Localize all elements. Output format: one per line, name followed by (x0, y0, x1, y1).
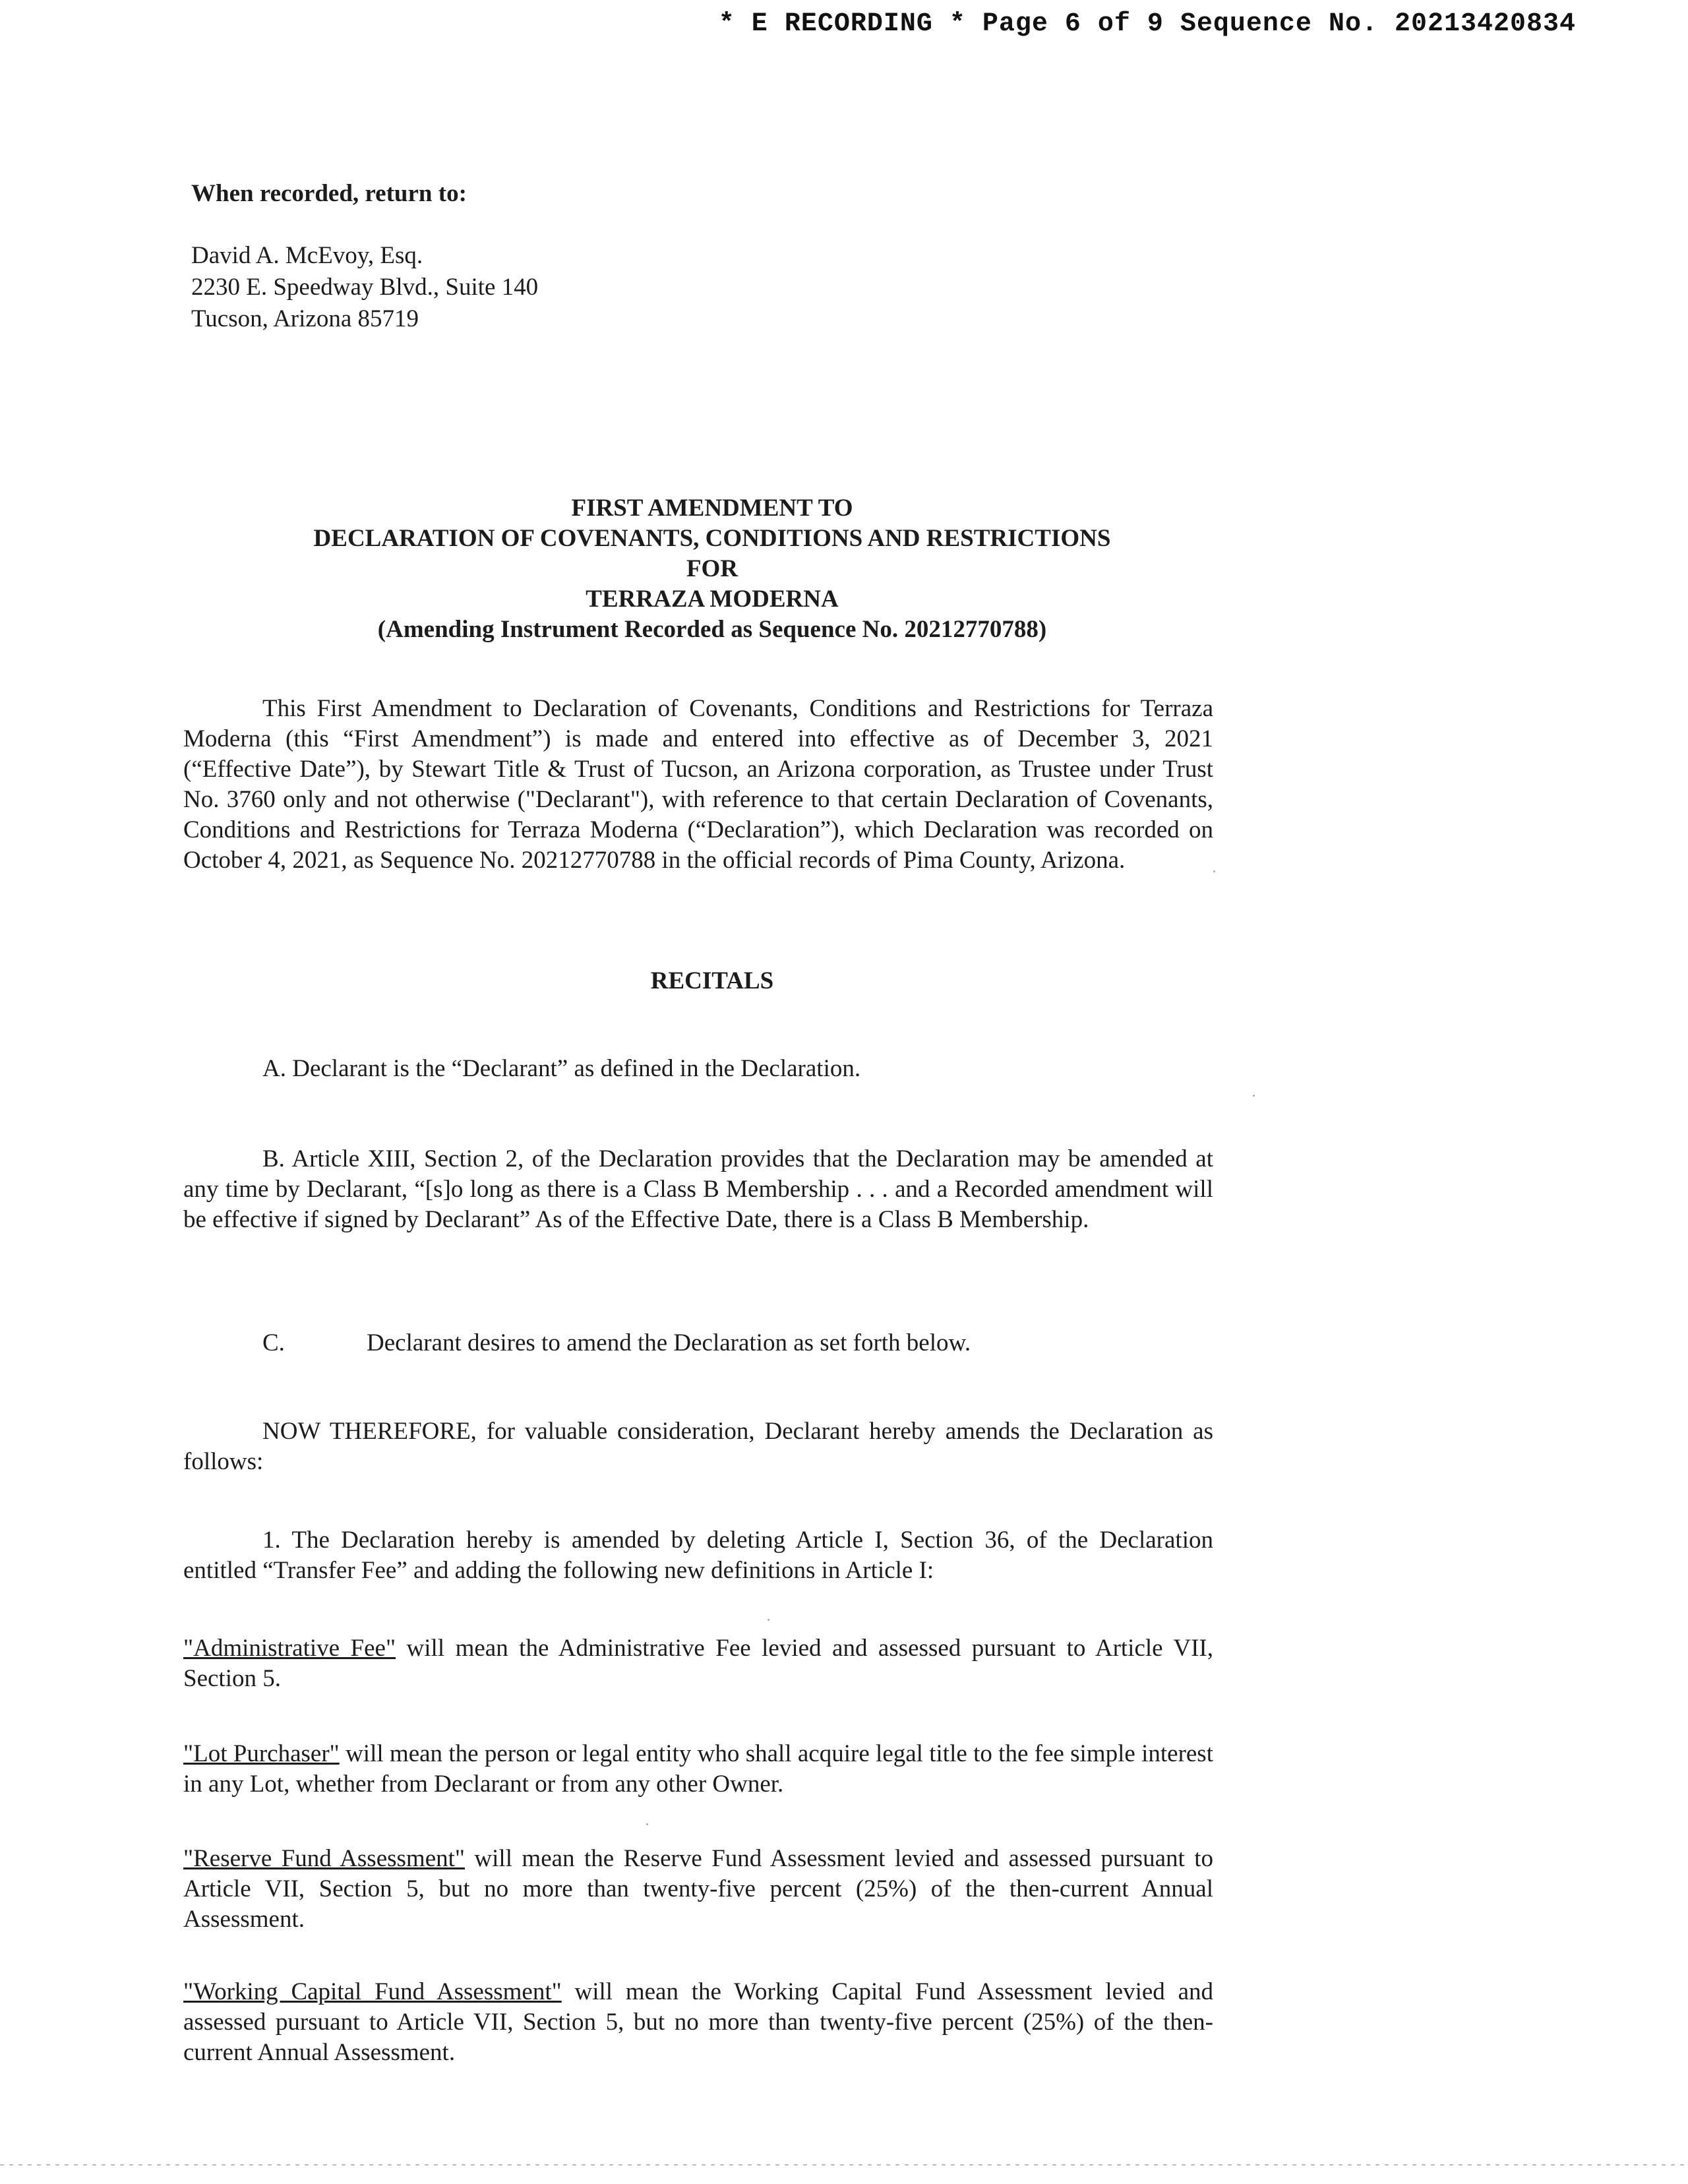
now-therefore-paragraph: NOW THEREFORE, for valuable consideration, Declarant hereby amends the Declaration as follows: (183, 1418, 1213, 1475)
definition-text: will mean the Working Capital Fund Assessment levied and assessed pursuant to Article VII, Section 5, but no more than twenty-five percent (25%) of the then-current Annual Assessment. (183, 1978, 1213, 2066)
scan-speck (646, 1823, 648, 1825)
definition-text: will mean the Reserve Fund Assessment levied and assessed pursuant to Article VII, Section 5, but no more than twenty-five percent (25%) of the then-current Annual Assessment. (183, 1845, 1213, 1933)
title-line: TERRAZA MODERNA (586, 586, 839, 613)
title-line: FIRST AMENDMENT TO (571, 495, 853, 522)
definition-text: will mean the Administrative Fee levied and assessed pursuant to Article VII, Section 5. (183, 1635, 1213, 1692)
definition-text: will mean the person or legal entity who shall acquire legal title to the fee simple interest in any Lot, whether from Declarant or from any other Owner. (183, 1740, 1213, 1798)
intro-paragraph: This First Amendment to Declaration of Covenants, Conditions and Restrictions for Terraza Moderna (this “First Amendment”) is made and entered into effective as of December 3, 2021 (“Effective Date”), by Stewart Title & Trust of Tucson, an Arizona corporation, as Trustee under Trust No. 3760 only and not otherwise ("Declarant"), with reference to that certain Declaration of Covenants, Conditions and Restrictions for Terraza Moderna (“Declaration”), which Declaration was recorded on October 4, 2021, as Sequence No. 20212770788 in the official records of Pima County, Arizona. (183, 695, 1213, 874)
scan-speck (768, 1619, 769, 1621)
definition-reserve-fund-assessment (183, 1844, 1213, 1935)
section-1-paragraph: 1. The Declaration hereby is amended by deleting Article I, Section 36, of the Declaration entitled “Transfer Fee” and adding the following new definitions in Article I: (183, 1527, 1213, 1584)
page-bottom-edge (0, 2164, 1688, 2166)
definition-working-capital-fund-assessment (183, 1977, 1213, 2068)
return-address-block (191, 178, 538, 335)
recording-stamp: * E RECORDING * Page 6 of 9 Sequence No. 20213420834 (718, 9, 1576, 39)
title-line: FOR (686, 555, 738, 582)
title-line: DECLARATION OF COVENANTS, CONDITIONS AND RESTRICTIONS (313, 525, 1111, 552)
recital-c-label: C. (262, 1329, 285, 1356)
scan-speck (1253, 1095, 1255, 1097)
definition-term: "Reserve Fund Assessment" (183, 1845, 465, 1872)
definition-term: "Working Capital Fund Assessment" (183, 1978, 562, 2005)
return-address-line: David A. McEvoy, Esq. (191, 242, 423, 269)
recital-c (262, 1329, 971, 1357)
definition-term: "Lot Purchaser" (183, 1740, 340, 1767)
scan-speck (1213, 870, 1215, 872)
recital-c-text: Declarant desires to amend the Declaration as set forth below. (367, 1329, 971, 1356)
definition-administrative-fee (183, 1633, 1213, 1694)
recitals-heading: RECITALS (650, 967, 774, 994)
document-title (198, 493, 1226, 645)
recital-b: B. Article XIII, Section 2, of the Declaration provides that the Declaration may be amended at any time by Declarant, “[s]o long as there is a Class B Membership . . . and a Recorded amendment will be effective if signed by Declarant” As of the Effective Date, there is a Class B Membership. (183, 1145, 1213, 1233)
definition-lot-purchaser (183, 1739, 1213, 1800)
definition-term: "Administrative Fee" (183, 1635, 396, 1662)
recital-a: A. Declarant is the “Declarant” as defined in the Declaration. (262, 1055, 861, 1082)
title-line: (Amending Instrument Recorded as Sequence No. 20212770788) (377, 616, 1047, 643)
return-address-line: 2230 E. Speedway Blvd., Suite 140 (191, 274, 539, 301)
return-address-line: Tucson, Arizona 85719 (191, 305, 419, 332)
return-label: When recorded, return to: (191, 180, 467, 207)
